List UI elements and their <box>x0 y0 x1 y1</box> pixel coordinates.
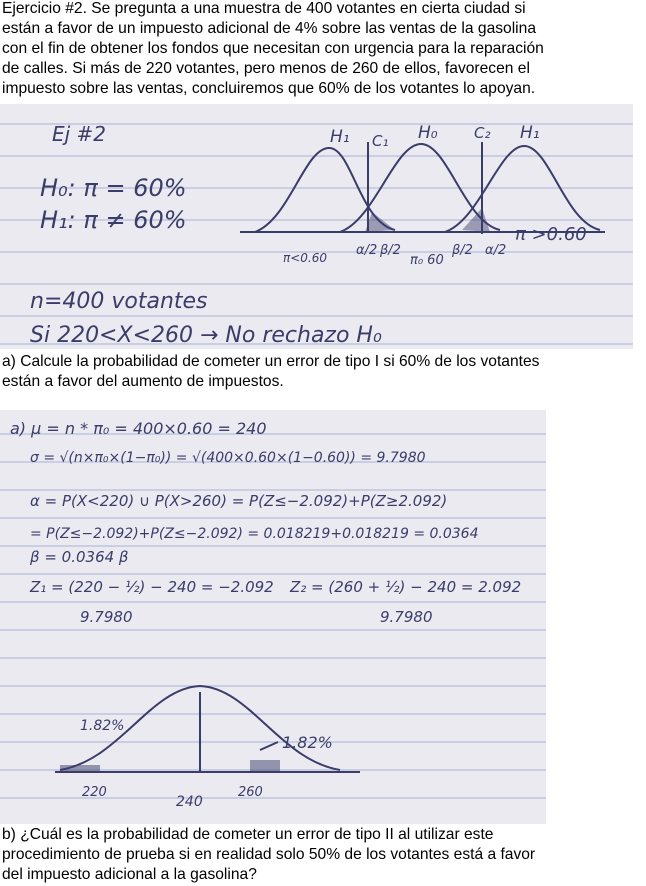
solution-z1-denominator: 9.7980 <box>80 608 133 626</box>
problem-line: con el fin de obtener los fondos que necesitan con urgencia para la reparación <box>2 40 544 57</box>
question-a <box>2 352 644 392</box>
solution-z2: Z₂ = (260 + ½) − 240 = 2.092 <box>290 578 522 596</box>
axis-label: β/2 <box>452 243 473 258</box>
problem-line: están a favor de un impuesto adicional de 4% sobre las ventas de la gasolina <box>2 20 536 37</box>
axis-label: α/2 <box>485 243 507 258</box>
curve-label: H₁ <box>330 127 350 147</box>
solution-z2-denominator: 9.7980 <box>380 608 433 626</box>
curve-label: H₁ <box>520 123 540 143</box>
solution-mean: a) μ = n * π₀ = 400×0.60 = 240 <box>10 419 267 438</box>
hypothesis-alt: H₁: π ≠ 60% <box>40 206 187 234</box>
tick-label: 260 <box>238 785 263 800</box>
problem-line: impuesto sobre las ventas, concluiremos que 60% de los votantes lo apoyan. <box>2 80 536 97</box>
left-tail-percent: 1.82% <box>80 718 125 734</box>
handwritten-note-solution-a <box>0 410 546 824</box>
tick-label: 220 <box>82 785 107 800</box>
note-title: Ej #2 <box>52 122 107 146</box>
question-b-line: b) ¿Cuál es la probabilidad de cometer un error de tipo II al utilizar este <box>2 826 494 843</box>
axis-label: α/2 <box>356 243 378 258</box>
axis-label: π >0.60 <box>515 224 587 245</box>
solution-alpha-value: = P(Z≤−2.092)+P(Z≤−2.092) = 0.018219+0.018219 = 0.0364 <box>30 526 479 542</box>
problem-statement <box>2 0 644 99</box>
question-a-line: están a favor del aumento de impuestos. <box>2 373 284 390</box>
tick-label: 240 <box>176 794 203 810</box>
solution-z1: Z₁ = (220 − ½) − 240 = −2.092 <box>30 578 274 596</box>
problem-line: Ejercicio #2. Se pregunta a una muestra de 400 votantes en cierta ciudad si <box>2 0 526 17</box>
handwritten-note-hypotheses <box>0 104 633 349</box>
sample-size: n=400 votantes <box>30 289 208 314</box>
problem-line: de calles. Si más de 220 votantes, pero menos de 260 de ellos, favorecen el <box>2 60 530 77</box>
curve-label: H₀ <box>418 123 438 143</box>
hypothesis-null: H₀: π = 60% <box>40 174 187 202</box>
axis-label: β/2 <box>380 243 401 258</box>
decision-rule: Si 220<X<260 → No rechazo H₀ <box>30 323 382 348</box>
solution-alpha: α = P(X<220) ∪ P(X>260) = P(Z≤−2.092)+P(Z≥2.092) <box>30 492 448 510</box>
question-a-line: a) Calcule la probabilidad de cometer un error de tipo I si 60% de los votantes <box>2 353 540 370</box>
question-b <box>2 825 644 885</box>
question-b-line: procedimiento de prueba si en realidad solo 50% de los votantes está a favor <box>2 846 536 863</box>
curve-label: C₂ <box>474 124 491 142</box>
solution-beta: β = 0.0364 β <box>30 548 129 566</box>
axis-label: π₀ 60 <box>410 253 444 268</box>
solution-sigma: σ = √(n×π₀×(1−π₀)) = √(400×0.60×(1−0.60)) = 9.7980 <box>30 450 426 466</box>
right-tail-percent: 1.82% <box>282 733 333 752</box>
axis-label: π<0.60 <box>283 251 327 265</box>
question-b-line: del impuesto adicional a la gasolina? <box>2 866 257 883</box>
curve-label: C₁ <box>372 132 389 150</box>
